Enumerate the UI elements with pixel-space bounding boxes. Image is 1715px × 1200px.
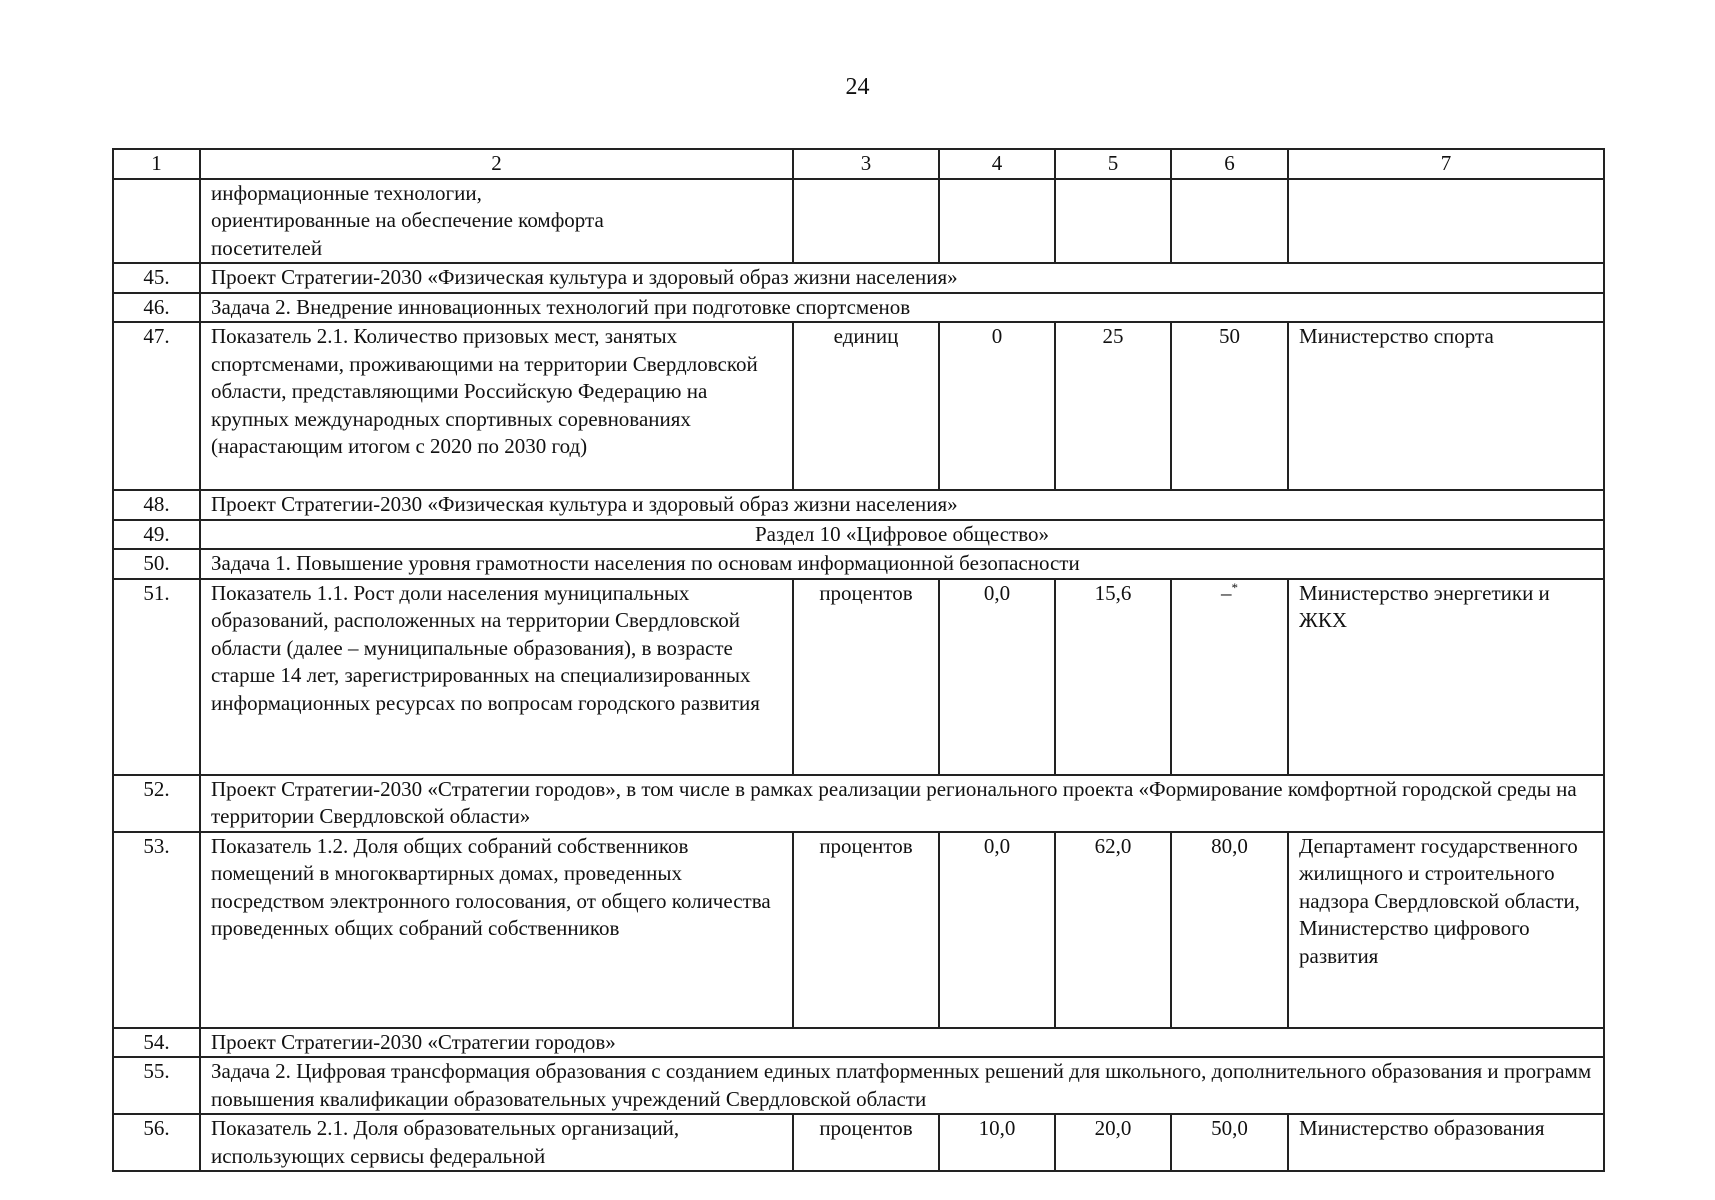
indicator-text: Показатель 2.1. Количество призовых мест, занятых спортсменами, проживающими на территории Свердловской области, представляющими Российскую Федерацию на крупных международных спортивных соревнованиях (нарастающим итогом с 2020 по 2030 год) <box>200 322 793 490</box>
table-row <box>113 322 1604 490</box>
header-cell: 3 <box>793 149 939 179</box>
dash-value: – <box>1221 580 1232 605</box>
value-col4: 0,0 <box>939 832 1055 1028</box>
value-col6 <box>1171 579 1288 775</box>
table-row <box>113 549 1604 579</box>
row-text: Задача 1. Повышение уровня грамотности населения по основам информационной безопасности <box>200 549 1604 579</box>
indicator-text: Показатель 2.1. Доля образовательных организаций, использующих сервисы федеральной <box>200 1114 793 1171</box>
value-col6: 50 <box>1171 322 1288 490</box>
unit-cell: единиц <box>793 322 939 490</box>
value-col4: 10,0 <box>939 1114 1055 1171</box>
indicator-text: Показатель 1.1. Рост доли населения муниципальных образований, расположенных на территории Свердловской области (далее – муниципальные образования), в возрасте старше 14 лет, зарегистрированных на специализированных информационных ресурсах по вопросам городского развития <box>200 579 793 775</box>
table-row <box>113 1114 1604 1171</box>
footnote-mark: * <box>1231 579 1238 595</box>
row-number: 56. <box>113 1114 200 1171</box>
header-cell: 5 <box>1055 149 1171 179</box>
value-col5: 15,6 <box>1055 579 1171 775</box>
header-cell: 4 <box>939 149 1055 179</box>
row-number: 45. <box>113 263 200 293</box>
section-title: Раздел 10 «Цифровое общество» <box>200 520 1604 550</box>
unit-cell: процентов <box>793 832 939 1028</box>
row-number: 47. <box>113 322 200 490</box>
row-text: Проект Стратегии-2030 «Стратегии городов» <box>200 1028 1604 1058</box>
row-number: 53. <box>113 832 200 1028</box>
row-number <box>113 179 200 264</box>
table-row <box>113 293 1604 323</box>
value-col5: 25 <box>1055 322 1171 490</box>
header-cell: 6 <box>1171 149 1288 179</box>
value-col5: 62,0 <box>1055 832 1171 1028</box>
table-row <box>113 775 1604 832</box>
row-number: 48. <box>113 490 200 520</box>
row-number: 49. <box>113 520 200 550</box>
value-col4: 0 <box>939 322 1055 490</box>
row-number: 55. <box>113 1057 200 1114</box>
table-row <box>113 263 1604 293</box>
row-text: Задача 2. Цифровая трансформация образования с созданием единых платформенных решений для школьного, дополнительного образования и программ повышения квалификации образовательных учреждений Свердловской области <box>200 1057 1604 1114</box>
responsible-cell: Министерство образования <box>1288 1114 1604 1171</box>
row-number: 46. <box>113 293 200 323</box>
row-text: Проект Стратегии-2030 «Физическая культура и здоровый образ жизни населения» <box>200 490 1604 520</box>
value-col4: 0,0 <box>939 579 1055 775</box>
row-number: 50. <box>113 549 200 579</box>
responsible-cell: Министерство энергетики и ЖКХ <box>1288 579 1604 775</box>
row-text: Проект Стратегии-2030 «Физическая культура и здоровый образ жизни населения» <box>200 263 1604 293</box>
table-row <box>113 490 1604 520</box>
column-number-row <box>113 149 1604 179</box>
responsible-cell: Департамент государственного жилищного и строительного надзора Свердловской области, Министерство цифрового развития <box>1288 832 1604 1028</box>
table-row <box>113 1057 1604 1114</box>
table-row <box>113 520 1604 550</box>
table-row <box>113 1028 1604 1058</box>
indicator-text: Показатель 1.2. Доля общих собраний собственников помещений в многоквартирных домах, проведенных посредством электронного голосования, от общего количества проведенных общих собраний собственников <box>200 832 793 1028</box>
responsible-cell: Министерство спорта <box>1288 322 1604 490</box>
value-col6: 50,0 <box>1171 1114 1288 1171</box>
unit-cell: процентов <box>793 1114 939 1171</box>
header-cell: 1 <box>113 149 200 179</box>
indicators-table <box>112 148 1605 1172</box>
table-row <box>113 179 1604 264</box>
header-cell: 7 <box>1288 149 1604 179</box>
row-text: Задача 2. Внедрение инновационных технологий при подготовке спортсменов <box>200 293 1604 323</box>
page-number: 24 <box>845 74 870 100</box>
row-text: Проект Стратегии-2030 «Стратегии городов», в том числе в рамках реализации регионального проекта «Формирование комфортной городской среды на территории Свердловской области» <box>200 775 1604 832</box>
row-number: 51. <box>113 579 200 775</box>
row-number: 54. <box>113 1028 200 1058</box>
table-row <box>113 579 1604 775</box>
row-number: 52. <box>113 775 200 832</box>
table-row <box>113 832 1604 1028</box>
header-cell: 2 <box>200 149 793 179</box>
value-col6: 80,0 <box>1171 832 1288 1028</box>
row-text: информационные технологии, ориентированные на обеспечение комфорта посетителей <box>200 179 793 264</box>
value-col5: 20,0 <box>1055 1114 1171 1171</box>
unit-cell: процентов <box>793 579 939 775</box>
